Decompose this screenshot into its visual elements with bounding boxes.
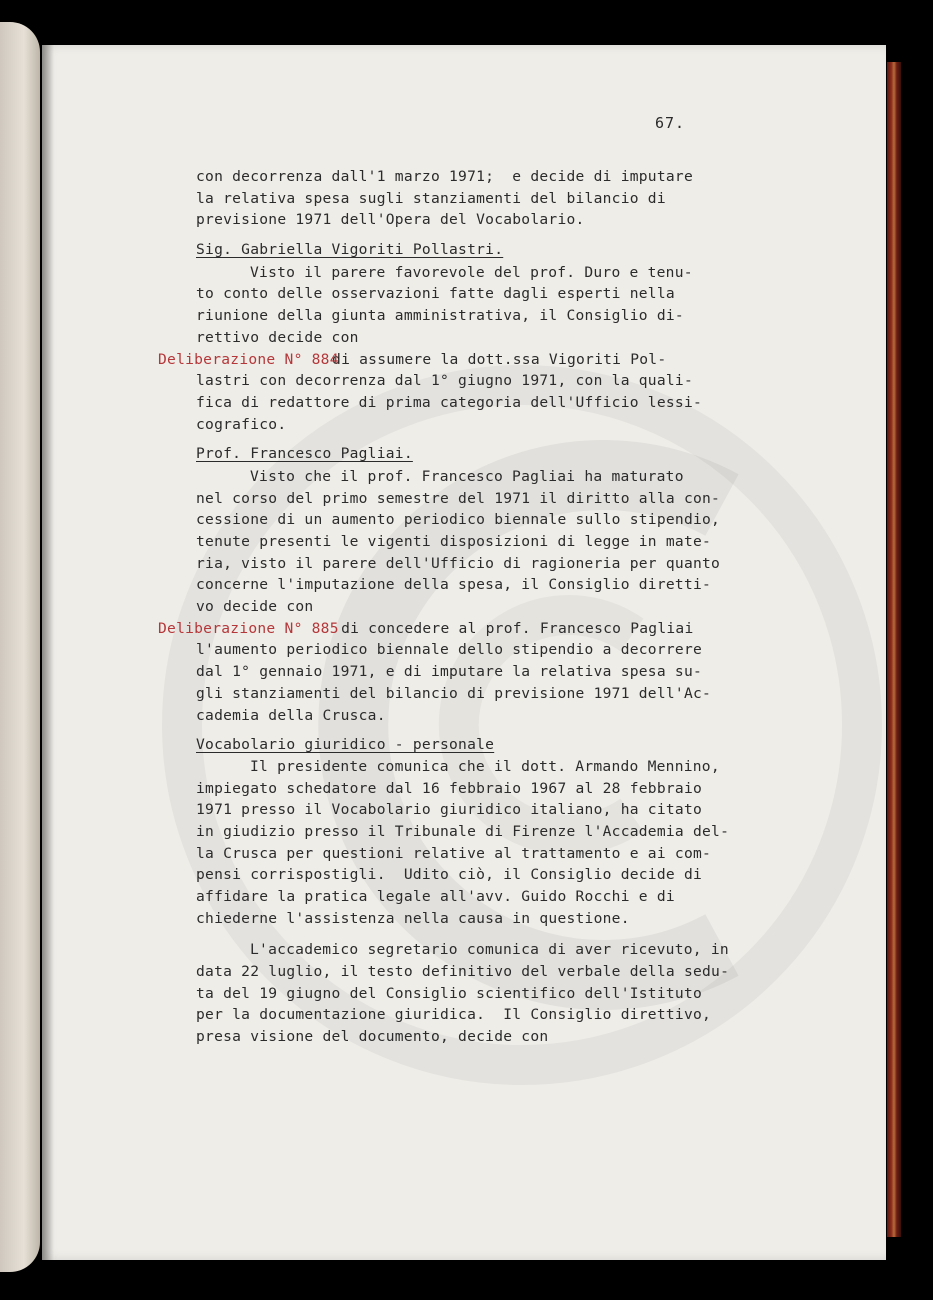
typed-text-body <box>158 166 756 1048</box>
deliberation-number: N° 885 <box>284 619 339 637</box>
text-line: nel corso del primo semestre del 1971 il diritto alla con- <box>196 489 721 507</box>
deliberation-number: N° 884 <box>284 350 339 368</box>
text-line: dal 1° gennaio 1971, e di imputare la relativa spesa su- <box>196 663 703 681</box>
page-number: 67. <box>655 114 686 132</box>
text-line: Il presidente comunica che il dott. Armando Mennino, <box>250 757 720 775</box>
text-line: in giudizio presso il Tribunale di Firenze l'Accademia del- <box>196 822 730 840</box>
marbled-cover-edge <box>887 62 901 1237</box>
text-line: rettivo decide con <box>196 328 359 346</box>
deliberation-label: Deliberazione <box>158 619 276 637</box>
text-line: to conto delle osservazioni fatte dagli esperti nella <box>196 285 675 303</box>
line-gap <box>196 929 756 939</box>
text-line: ria, visto il parere dell'Ufficio di ragioneria per quanto <box>196 554 721 572</box>
text-line: cessione di un aumento periodico biennale sullo stipendio, <box>196 511 721 529</box>
text-line: presa visione del documento, decide con <box>196 1028 549 1046</box>
text-line: concerne l'imputazione della spesa, il Consiglio diretti- <box>196 576 712 594</box>
text-line: cademia della Crusca. <box>196 706 386 724</box>
text-line: previsione 1971 dell'Opera del Vocabolario. <box>196 211 585 229</box>
line-gap <box>196 231 756 239</box>
text-line: pensi corrispostigli. Udito ciò, il Consiglio decide di <box>196 866 703 884</box>
line-gap <box>196 435 756 443</box>
deliberation-885 <box>158 618 756 640</box>
text-line: riunione della giunta amministrativa, il Consiglio di- <box>196 307 684 325</box>
left-page-edge <box>0 22 40 1272</box>
deliberation-text: di assumere la dott.ssa Vigoriti Pol- <box>323 350 667 368</box>
text-line: cografico. <box>196 415 287 433</box>
section-heading-vigoriti-line <box>196 239 756 261</box>
text-line: per la documentazione giuridica. Il Consiglio direttivo, <box>196 1006 712 1024</box>
text-line: fica di redattore di prima categoria dell'Ufficio lessi- <box>196 393 703 411</box>
text-line: lastri con decorrenza dal 1° giugno 1971, con la quali- <box>196 372 693 390</box>
text-line: ta del 19 giugno del Consiglio scientifico dell'Istituto <box>196 984 703 1002</box>
text-line: la Crusca per questioni relative al trattamento e ai com- <box>196 844 712 862</box>
text-line: data 22 luglio, il testo definitivo del verbale della sedu- <box>196 963 730 981</box>
text-line: la relativa spesa sugli stanziamenti del bilancio di <box>196 189 666 207</box>
deliberation-margin-label <box>158 349 339 371</box>
text-line: vo decide con <box>196 598 314 616</box>
deliberation-text: di concedere al prof. Francesco Pagliai <box>323 619 694 637</box>
text-line: affidare la pratica legale all'avv. Guido Rocchi e di <box>196 888 675 905</box>
spine-shadow <box>42 45 54 1260</box>
text-line: con decorrenza dall'1 marzo 1971; e decide di imputare <box>196 168 693 185</box>
text-line: L'accademico segretario comunica di aver ricevuto, in <box>250 941 729 959</box>
deliberation-margin-label <box>158 618 339 640</box>
text-line: 1971 presso il Vocabolario giuridico italiano, ha citato <box>196 801 703 819</box>
text-line: tenute presenti le vigenti disposizioni di legge in mate- <box>196 533 712 550</box>
section-heading-vocabolario-line <box>196 734 756 756</box>
section-heading-vigoriti: Sig. Gabriella Vigoriti Pollastri. <box>196 241 504 259</box>
typed-text-flow <box>196 166 756 188</box>
text-line: gli stanziamenti del bilancio di previsione 1971 dell'Ac- <box>196 684 712 702</box>
line-gap <box>196 726 756 734</box>
section-heading-pagliai: Prof. Francesco Pagliai. <box>196 445 413 463</box>
section-heading-pagliai-line <box>196 443 756 465</box>
section-heading-vocabolario: Vocabolario giuridico - personale <box>196 736 495 754</box>
text-line: Visto che il prof. Francesco Pagliai ha maturato <box>250 467 684 485</box>
text-line: impiegato schedatore dal 16 febbraio 1967 al 28 febbraio <box>196 779 703 797</box>
text-line: Visto il parere favorevole del prof. Duro e tenu- <box>250 263 693 281</box>
deliberation-884 <box>158 349 756 371</box>
text-line: l'aumento periodico biennale dello stipendio a decorrere <box>196 641 703 659</box>
deliberation-label: Deliberazione <box>158 350 276 368</box>
text-line: chiederne l'assistenza nella causa in questione. <box>196 909 630 927</box>
